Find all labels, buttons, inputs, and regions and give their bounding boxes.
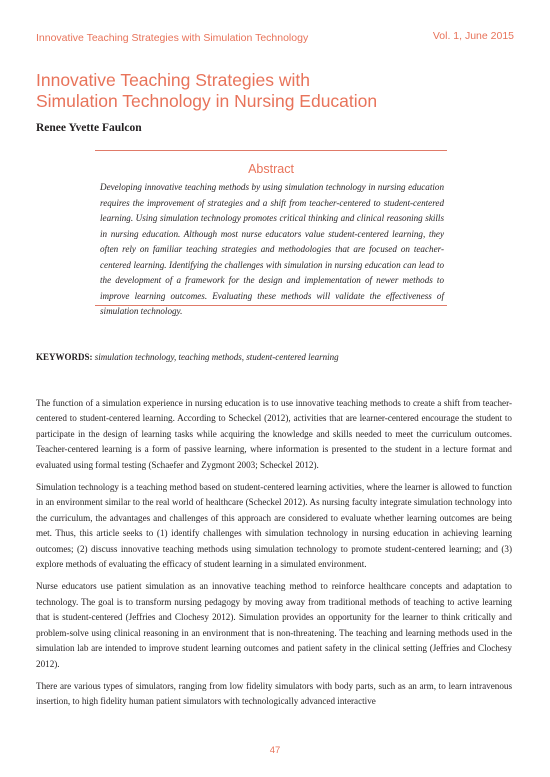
- body-paragraph: Simulation technology is a teaching method based on student-centered learning activities, where the learner is allowed to function in an environment similar to the real world of healthcare (Scheckel 2012). As nursing faculty integrate simulation technology into the curriculum, the advantages and challenges of this approach are considered to evaluate whether learning outcomes are being met. Thus, this article seeks to (1) identify challenges with simulation technology in nursing education in achieving learning outcomes; (2) discuss innovative teaching methods using simulation technology to promote student-centered learning; and (3) explore methods of evaluating the efficacy of student learning in a simulated environment.: [36, 482, 512, 570]
- author-name: Renee Yvette Faulcon: [36, 122, 142, 134]
- abstract-heading: Abstract: [248, 162, 294, 176]
- body-paragraph: There are various types of simulators, ranging from low fidelity simulators with body parts, such as an arm, to learn intravenous insertion, to high fidelity human patient simulators with technologically advanced interactive: [36, 680, 512, 707]
- volume-info: Vol. 1, June 2015: [432, 30, 514, 42]
- body-paragraph: The function of a simulation experience in nursing education is to use innovative teaching methods to create a shift from teacher-centered to student-centered learning. According to Scheckel (2012), activities that are learner-centered encourage the student to participate in the design of learning tasks while acquiring the knowledge and skills needed to meet the curriculum outcomes. Teacher-centered learning is a form of passive learning, where information is presented to the student in a lecture format and evaluated using formal testing (Schaefer and Zygmont 2003; Scheckel 2012).: [36, 398, 512, 470]
- article-title-line-1: Innovative Teaching Strategies with: [36, 70, 311, 90]
- keywords-value: simulation technology, teaching methods, student-centered learning: [94, 352, 339, 362]
- running-header: [36, 32, 514, 46]
- keywords-label: KEYWORDS:: [36, 352, 93, 362]
- article-body: [36, 396, 512, 717]
- article-title: [36, 70, 506, 112]
- running-title: Innovative Teaching Strategies with Simulation Technology: [36, 32, 309, 44]
- page-number: 47: [269, 745, 281, 756]
- keywords: [36, 352, 339, 362]
- abstract-top-rule: [95, 150, 447, 151]
- article-title-line-2: Simulation Technology in Nursing Education: [36, 91, 378, 111]
- body-paragraph: Nurse educators use patient simulation as an innovative teaching method to reinforce healthcare concepts and adaptation to technology. The goal is to transform nursing pedagogy by moving away from traditional methods of teaching to active learning that is student-centered (Jeffries and Clochesy 2012). Simulation provides an opportunity for the learner to think critically and problem-solve using clinical reasoning in an environment that is non-threatening. The teaching and learning methods used in the simulation lab are intended to improve student learning outcomes and patient safety in the clinical setting (Jeffries and Clochesy 2012).: [36, 581, 512, 669]
- abstract-bottom-rule: [95, 305, 447, 306]
- abstract-text: Developing innovative teaching methods by using simulation technology in nursing education requires the improvement of strategies and a shift from teacher-centered to student-centered learning. Using simulation technology promotes critical thinking and clinical reasoning skills in nursing education. Although most nurse educators value student-centered learning, they often rely on familiar teaching strategies and methodologies that are focused on teacher-centered learning. Identifying the challenges with simulation in nursing education can lead to the development of a framework for the design and implementation of newer methods to improve learning outcomes. Evaluating these methods will validate the effectiveness of simulation technology.: [100, 182, 444, 316]
